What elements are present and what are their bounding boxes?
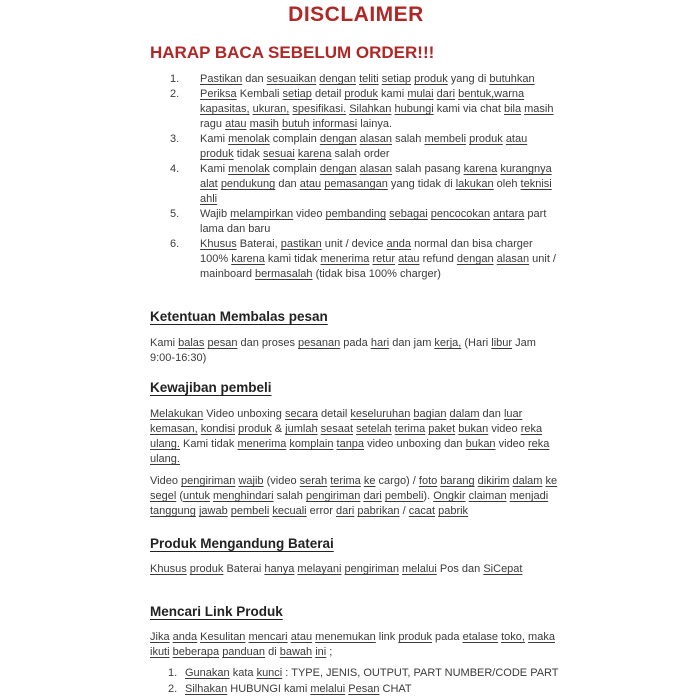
section-heading: Produk Mengandung Baterai [150, 536, 334, 551]
rule-number: 6. [170, 238, 180, 250]
rule-item-2 [150, 87, 562, 132]
guide-item-1 [150, 665, 562, 681]
rule-text: Wajib melampirkan video pembanding sebagai pencocokan antara part lama dan baru [200, 208, 547, 235]
guide-list [150, 665, 562, 697]
rule-item-3 [150, 132, 562, 162]
rule-item-5 [150, 207, 562, 237]
rule-number: 3. [170, 133, 180, 145]
guide-text: Gunakan kata kunci : TYPE, JENIS, OUTPUT, PART NUMBER/CODE PART [185, 667, 559, 679]
section-paragraph: Melakukan Video unboxing secara detail keseluruhan bagian dalam dan luar kemasan, kondisi produk & jumlah sesaat setelah terima paket bukan video reka ulang. Kami tidak menerima komplain tanpa video unboxing dan bukan video reka ulang. [150, 408, 550, 465]
guide-item-2 [150, 681, 562, 697]
rule-text: Kami menolak complain dengan alasan salah membeli produk atau produk tidak sesuai karena salah order [200, 133, 528, 160]
rule-item-6 [150, 237, 562, 282]
section-heading: Mencari Link Produk [150, 604, 283, 619]
guide-text: Silhakan HUBUNGI kami melalui Pesan CHAT [185, 683, 412, 695]
guide-number: 2. [168, 683, 178, 695]
section-paragraph: Kami balas pesan dan proses pesanan pada hari dan jam kerja, (Hari libur Jam 9:00-16:30) [150, 337, 536, 364]
section-kewajiban-pembeli [150, 379, 562, 519]
section-paragraph: Jika anda Kesulitan mencari atau menemukan link produk pada etalase toko, maka ikuti beberapa panduan di bawah ini ; [150, 631, 555, 658]
rule-number: 2. [170, 88, 180, 100]
rules-list [150, 72, 562, 282]
rule-text: Khusus Baterai, pastikan unit / device anda normal dan bisa charger 100% karena kami tidak menerima retur atau refund dengan alasan unit / mainboard bermasalah (tidak bisa 100% charger) [200, 238, 556, 280]
section-produk-mengandung-baterai [150, 535, 562, 577]
rule-text: Pastikan dan sesuaikan dengan teliti setiap produk yang di butuhkan [200, 73, 535, 85]
section-heading: Kewajiban pembeli [150, 380, 272, 395]
rule-item-4 [150, 162, 562, 207]
page-title: DISCLAIMER [288, 3, 424, 26]
rule-number: 5. [170, 208, 180, 220]
section-paragraph: Khusus produk Baterai hanya melayani pengiriman melalui Pos dan SiCepat [150, 563, 523, 575]
page-subtitle: HARAP BACA SEBELUM ORDER!!! [150, 43, 435, 62]
rule-text: Kami menolak complain dengan alasan salah pasang karena kurangnya alat pendukung dan atau pemasangan yang tidak di lakukan oleh teknisi ahli [200, 163, 552, 205]
section-mencari-link-produk [150, 603, 562, 697]
rule-number: 4. [170, 163, 180, 175]
section-ketentuan-membalas-pesan [150, 308, 562, 366]
rule-text: Periksa Kembali setiap detail produk kami mulai dari bentuk,warna kapasitas, ukuran, spesifikasi. Silahkan hubungi kami via chat bila masih ragu atau masih butuh informasi lainya. [200, 88, 554, 130]
guide-number: 1. [168, 667, 178, 679]
rule-item-1 [150, 72, 562, 87]
section-paragraph: Video pengiriman wajib (video serah terima ke cargo) / foto barang dikirim dalam ke segel (untuk menghindari salah pengiriman dari pembeli). Ongkir claiman menjadi tanggung jawab pembeli kecuali error dari pabrikan / cacat pabrik [150, 475, 558, 517]
rule-number: 1. [170, 73, 180, 85]
section-heading: Ketentuan Membalas pesan [150, 309, 328, 324]
